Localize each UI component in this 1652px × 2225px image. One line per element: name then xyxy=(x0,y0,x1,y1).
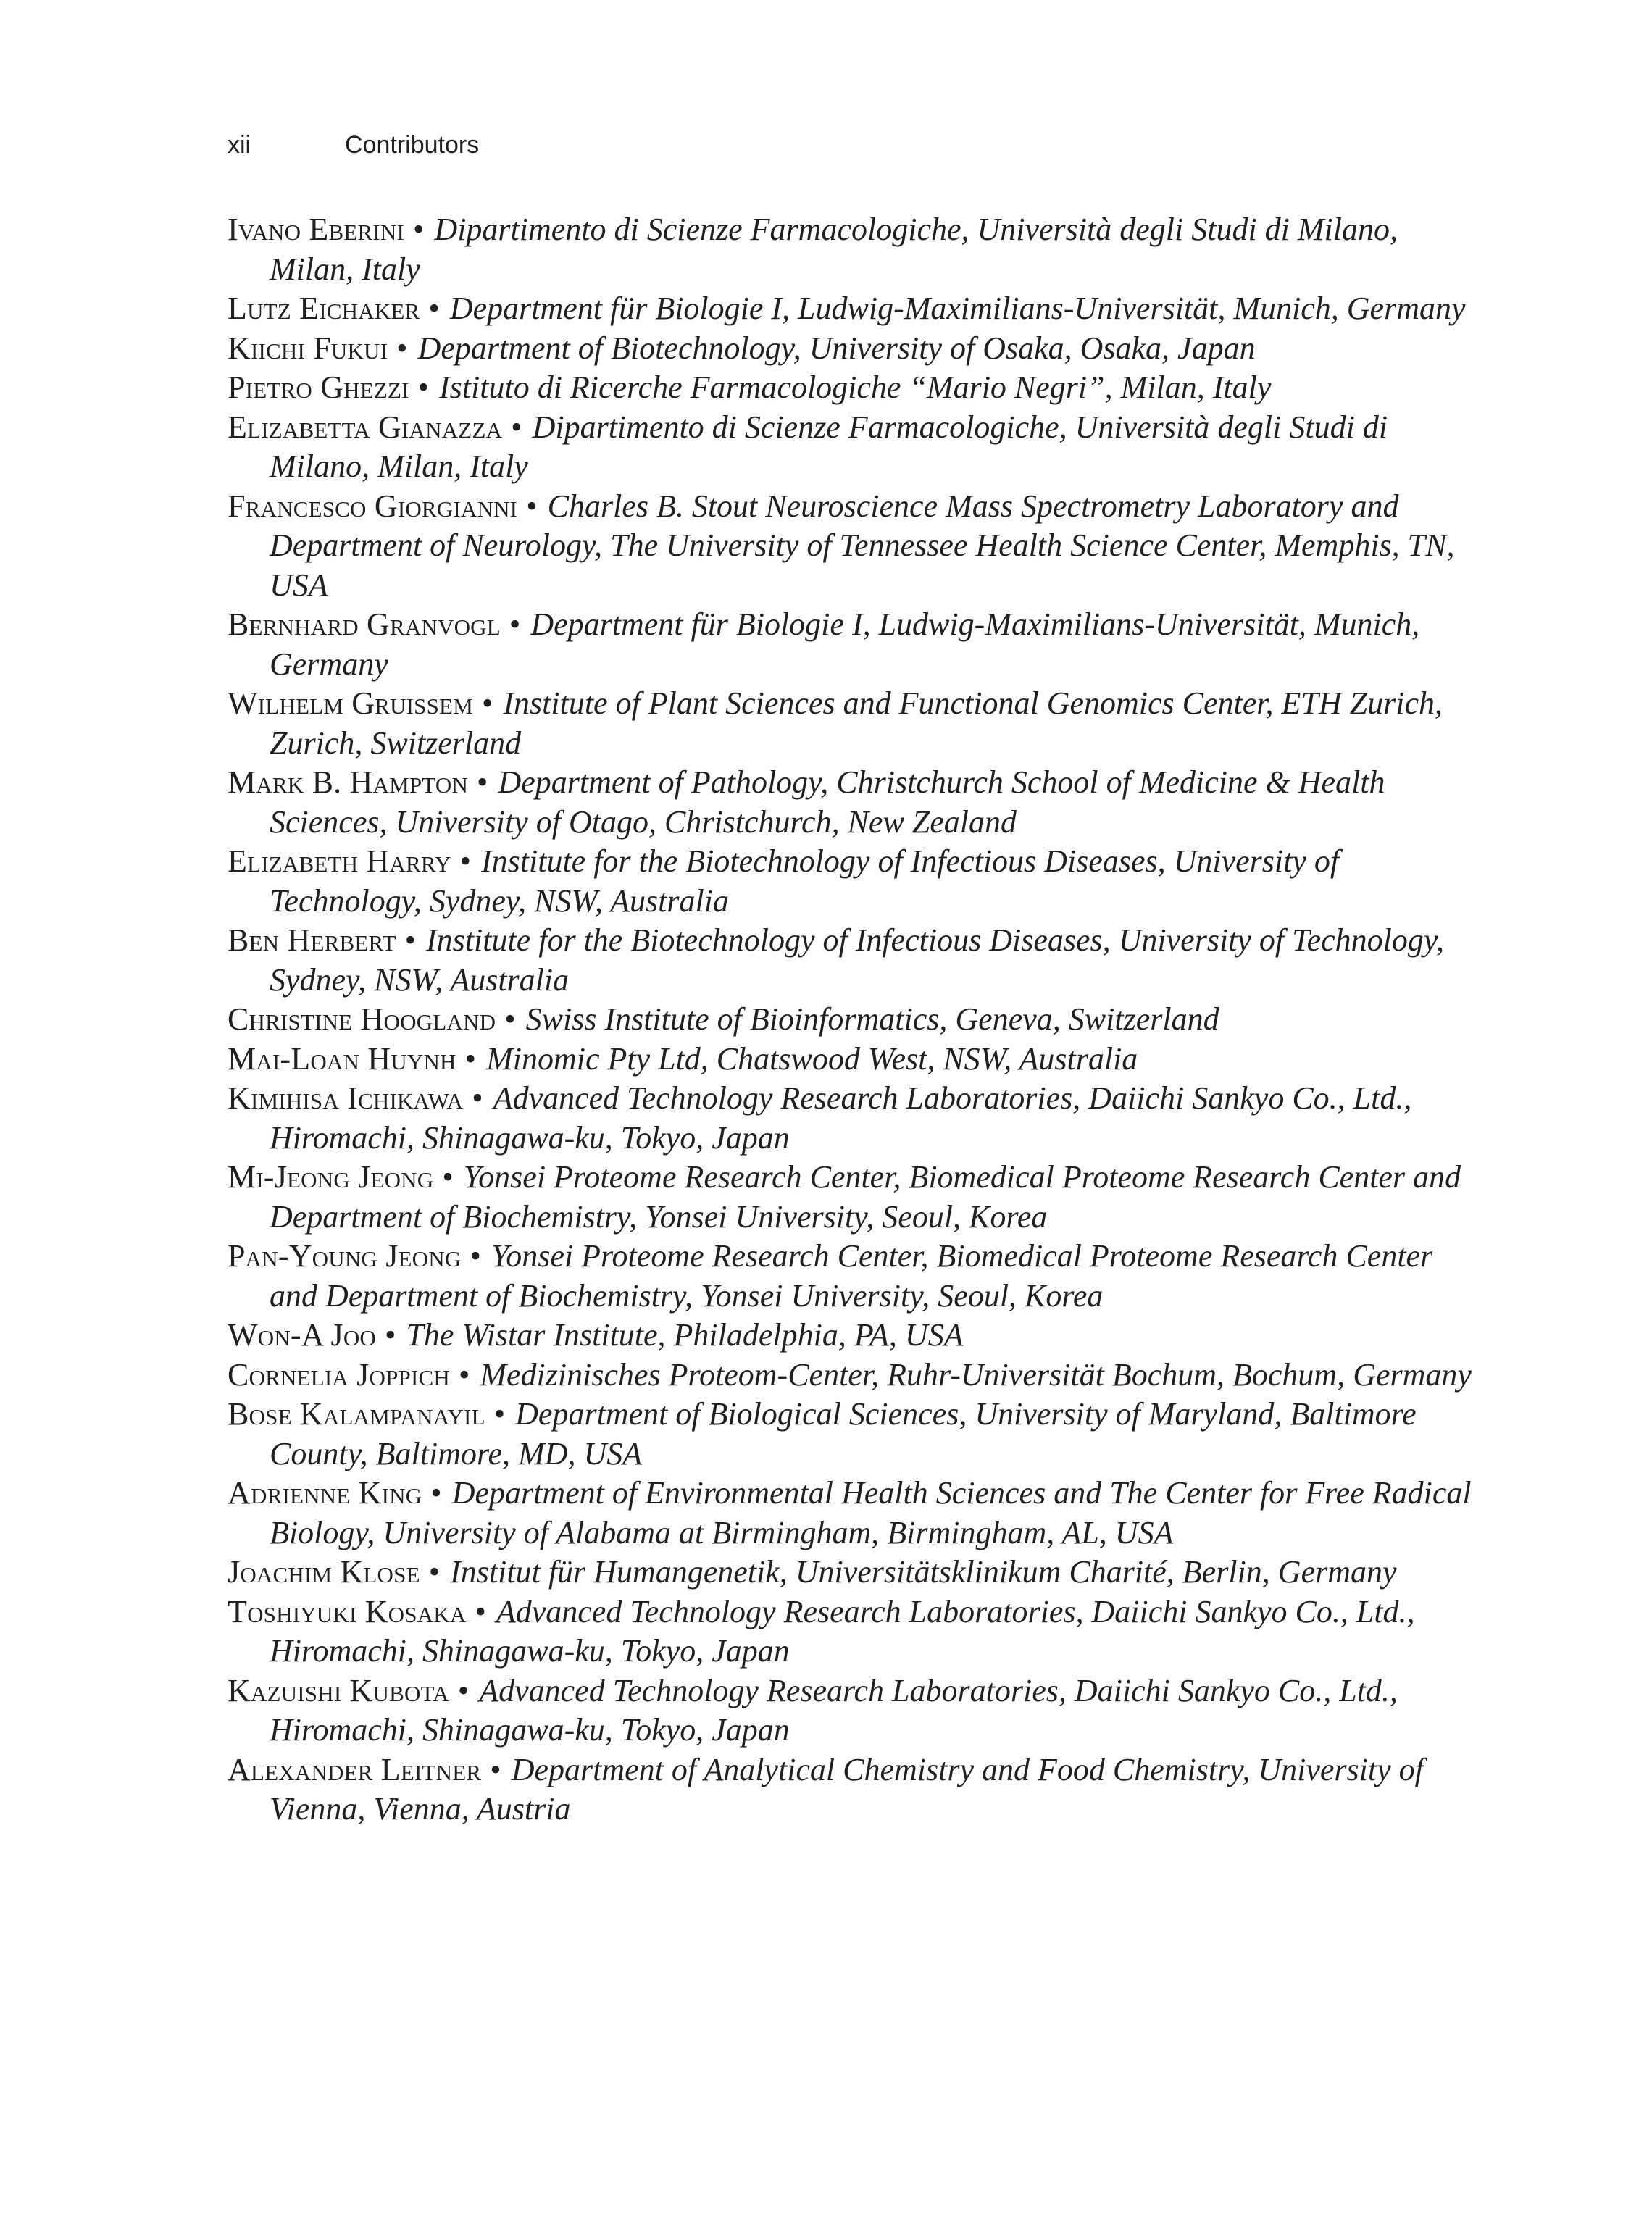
contributor-entry xyxy=(228,1237,1481,1316)
contributor-name: Elizabetta Gianazza xyxy=(228,409,503,445)
bullet-separator: • xyxy=(428,291,440,326)
contributor-name: Cornelia Joppich xyxy=(228,1356,450,1393)
contributor-name: Kiichi Fukui xyxy=(228,330,388,366)
contributor-affiliation: Yonsei Proteome Research Center, Biomedical Proteome Research Center and Department of Biochemistry, Yonsei University, Seoul, Korea xyxy=(270,1159,1461,1235)
contributor-entry xyxy=(228,1356,1481,1395)
bullet-separator: • xyxy=(459,843,471,879)
contributor-name: Ben Herbert xyxy=(228,922,396,958)
contributor-affiliation: Institute for the Biotechnology of Infectious Diseases, University of Technology, Sydney, NSW, Australia xyxy=(270,843,1340,919)
contributor-name: Won-A Joo xyxy=(228,1317,377,1353)
contributor-name: Bose Kalampanayil xyxy=(228,1396,485,1432)
bullet-separator: • xyxy=(490,1751,501,1787)
contributor-name: Adrienne King xyxy=(228,1475,422,1511)
contributor-entry xyxy=(228,605,1481,684)
contributor-entry xyxy=(228,1158,1481,1237)
contributor-affiliation: The Wistar Institute, Philadelphia, PA, USA xyxy=(406,1317,964,1353)
bullet-separator: • xyxy=(404,922,417,958)
bullet-separator: • xyxy=(511,409,522,445)
bullet-separator: • xyxy=(385,1317,396,1353)
contributor-affiliation: Swiss Institute of Bioinformatics, Geneva, Switzerland xyxy=(525,1001,1219,1037)
contributor-name: Mi-Jeong Jeong xyxy=(228,1159,434,1195)
bullet-separator: • xyxy=(481,685,493,721)
contributor-entry xyxy=(228,210,1481,289)
contributor-affiliation: Institute of Plant Sciences and Functional Genomics Center, ETH Zurich, Zurich, Switzerland xyxy=(270,685,1443,761)
contributor-name: Mark B. Hampton xyxy=(228,764,469,800)
contributor-entry xyxy=(228,1040,1481,1080)
contributor-name: Francesco Giorgianni xyxy=(228,488,518,524)
running-head xyxy=(228,129,479,161)
bullet-separator: • xyxy=(493,1396,506,1432)
bullet-separator: • xyxy=(504,1001,516,1037)
contributor-name: Elizabeth Harry xyxy=(228,843,451,879)
page-number: xii xyxy=(228,131,251,159)
contributor-affiliation: Department of Biological Sciences, University of Maryland, Baltimore County, Baltimore, MD, USA xyxy=(270,1396,1417,1471)
contributor-name: Wilhelm Gruissem xyxy=(228,685,473,721)
contributor-affiliation: Minomic Pty Ltd, Chatswood West, NSW, Australia xyxy=(486,1040,1138,1077)
contributor-entry xyxy=(228,408,1481,487)
bullet-separator: • xyxy=(430,1475,442,1511)
bullet-separator: • xyxy=(509,606,521,642)
contributor-name: Toshiyuki Kosaka xyxy=(228,1593,467,1629)
contributor-affiliation: Medizinisches Proteom-Center, Ruhr-Universität Bochum, Bochum, Germany xyxy=(480,1356,1472,1393)
contributor-entry xyxy=(228,329,1481,369)
contributor-affiliation: Institut für Humangenetik, Universitätsklinikum Charité, Berlin, Germany xyxy=(450,1554,1397,1590)
bullet-separator: • xyxy=(428,1554,441,1590)
contributor-entry xyxy=(228,1474,1481,1553)
contributor-name: Pan-Young Jeong xyxy=(228,1238,462,1274)
bullet-separator: • xyxy=(475,1593,486,1629)
bullet-separator: • xyxy=(472,1080,483,1116)
bullet-separator: • xyxy=(457,1672,470,1708)
bullet-separator: • xyxy=(470,1238,481,1274)
bullet-separator: • xyxy=(417,370,430,405)
bullet-separator: • xyxy=(413,212,425,247)
contributor-entry xyxy=(228,1750,1481,1829)
section-title: Contributors xyxy=(345,131,480,159)
contributor-affiliation: Istituto di Ricerche Farmacologiche “Mario Negri”, Milan, Italy xyxy=(439,370,1272,405)
contributor-affiliation: Advanced Technology Research Laboratories, Daiichi Sankyo Co., Ltd., Hiromachi, Shinagawa-ku, Tokyo, Japan xyxy=(270,1080,1412,1156)
contributor-affiliation: Dipartimento di Scienze Farmacologiche, Università degli Studi di Milano, Milan, Italy xyxy=(270,409,1388,484)
contributor-affiliation: Department of Analytical Chemistry and Food Chemistry, University of Vienna, Vienna, Austria xyxy=(270,1751,1424,1827)
contributor-affiliation: Department of Pathology, Christchurch School of Medicine & Health Sciences, University of Otago, Christchurch, New Zealand xyxy=(270,764,1385,840)
contributor-affiliation: Dipartimento di Scienze Farmacologiche, Università degli Studi di Milano, Milan, Italy xyxy=(270,212,1398,287)
contributor-affiliation: Department of Biotechnology, University of Osaka, Osaka, Japan xyxy=(417,330,1256,366)
contributor-affiliation: Department für Biologie I, Ludwig-Maximilians-Universität, Munich, Germany xyxy=(449,291,1466,326)
contributor-entry xyxy=(228,368,1481,408)
contributor-list xyxy=(228,210,1481,1829)
bullet-separator: • xyxy=(396,330,408,366)
contributor-name: Joachim Klose xyxy=(228,1554,420,1590)
contributor-entry xyxy=(228,1592,1481,1671)
contributor-name: Bernhard Granvogl xyxy=(228,606,501,642)
contributor-entry xyxy=(228,289,1481,329)
bullet-separator: • xyxy=(458,1356,470,1393)
contributor-name: Alexander Leitner xyxy=(228,1751,482,1787)
contributor-affiliation: Department of Environmental Health Sciences and The Center for Free Radical Biology, University of Alabama at Birmingham, Birmingham, AL, USA xyxy=(270,1475,1472,1550)
contributor-affiliation: Charles B. Stout Neuroscience Mass Spectrometry Laboratory and Department of Neurology, The University of Tennessee Health Science Center, Memphis, TN, USA xyxy=(270,488,1455,603)
contributor-name: Mai-Loan Huynh xyxy=(228,1040,456,1077)
contributor-entry xyxy=(228,1316,1481,1356)
contributor-entry xyxy=(228,1395,1481,1474)
contributor-affiliation: Advanced Technology Research Laboratories, Daiichi Sankyo Co., Ltd., Hiromachi, Shinagawa-ku, Tokyo, Japan xyxy=(270,1593,1415,1669)
contributor-entry xyxy=(228,684,1481,763)
contributor-entry xyxy=(228,842,1481,921)
bullet-separator: • xyxy=(464,1040,477,1077)
contributor-entry xyxy=(228,763,1481,842)
contributor-entry xyxy=(228,1000,1481,1040)
contributor-affiliation: Advanced Technology Research Laboratories, Daiichi Sankyo Co., Ltd., Hiromachi, Shinagawa-ku, Tokyo, Japan xyxy=(270,1672,1398,1748)
bullet-separator: • xyxy=(442,1159,454,1195)
contributor-affiliation: Department für Biologie I, Ludwig-Maximilians-Universität, Munich, Germany xyxy=(270,606,1420,682)
contributor-affiliation: Yonsei Proteome Research Center, Biomedical Proteome Research Center and Department of Biochemistry, Yonsei University, Seoul, Korea xyxy=(270,1238,1433,1314)
contributor-entry xyxy=(228,1553,1481,1592)
bullet-separator: • xyxy=(477,764,488,800)
contributor-entry xyxy=(228,921,1481,1000)
contributor-name: Kazuishi Kubota xyxy=(228,1672,449,1708)
contributor-name: Kimihisa Ichikawa xyxy=(228,1080,464,1116)
contributor-entry xyxy=(228,487,1481,606)
contributor-name: Ivano Eberini xyxy=(228,212,405,247)
contributor-affiliation: Institute for the Biotechnology of Infectious Diseases, University of Technology, Sydney, NSW, Australia xyxy=(270,922,1444,998)
contributor-name: Christine Hoogland xyxy=(228,1001,496,1037)
contributor-name: Lutz Eichaker xyxy=(228,291,420,326)
contributor-entry xyxy=(228,1671,1481,1750)
contributor-name: Pietro Ghezzi xyxy=(228,370,409,405)
contributor-entry xyxy=(228,1079,1481,1158)
bullet-separator: • xyxy=(526,488,538,524)
